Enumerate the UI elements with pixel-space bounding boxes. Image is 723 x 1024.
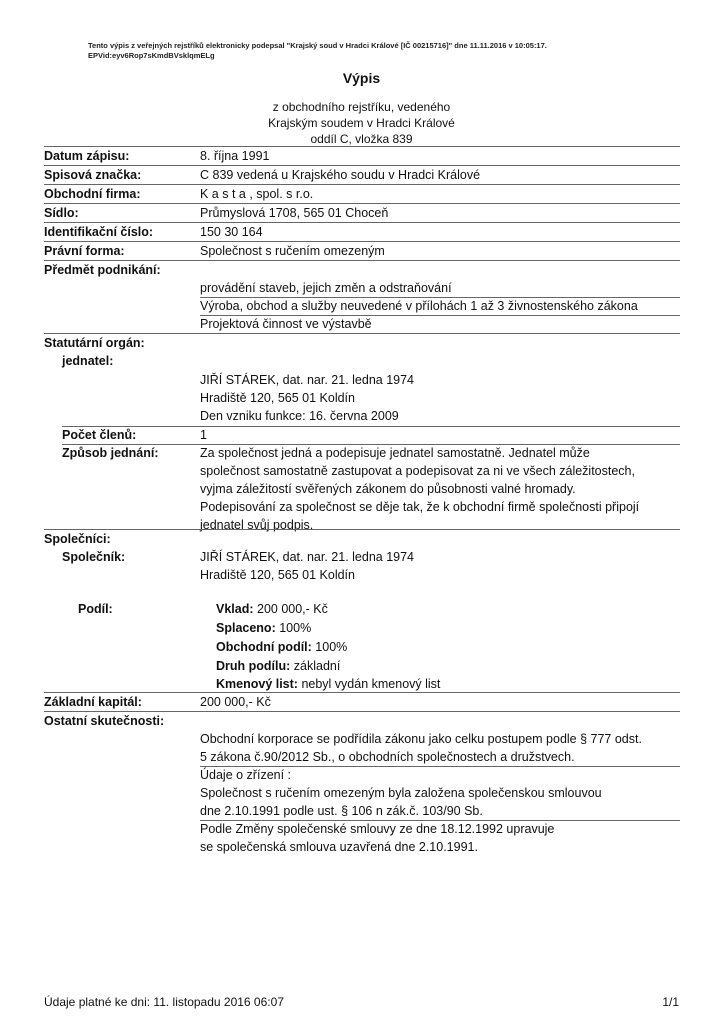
label-ostatni-skutecnosti: Ostatní skutečnosti:: [44, 714, 165, 728]
spolecnik-line: Hradiště 120, 565 01 Koldín: [200, 568, 355, 582]
label-pocet-clenu: Počet členů:: [62, 428, 137, 442]
predmet-item: Projektová činnost ve výstavbě: [200, 317, 372, 331]
ostatni-line: Obchodní korporace se podřídila zákonu jako celku postupem podle § 777 odst.: [200, 732, 642, 746]
signature-line-2: EPVid:eyv6Rop7sKmdBVsklqmELg: [88, 51, 215, 60]
signature-line-1: Tento výpis z veřejných rejstříků elektronicky podepsal "Krajský soud v Hradci Králové [IČ 00215716]" dne 11.11.2016 v 10:05:17.: [88, 41, 547, 50]
spolecnik-line: JIŘÍ STÁREK, dat. nar. 21. ledna 1974: [200, 550, 415, 564]
predmet-item: provádění staveb, jejich změn a odstraňování: [200, 281, 452, 295]
jednatel-line: Den vzniku funkce: 16. června 2009: [200, 409, 399, 423]
value-pocet-clenu: 1: [200, 428, 207, 442]
label-zakladni-kapital: Základní kapitál:: [44, 695, 142, 709]
ostatni-line: Podle Změny společenské smlouvy ze dne 18.12.1992 upravuje: [200, 822, 555, 836]
podil-vklad: Vklad: 200 000,- Kč: [216, 602, 328, 616]
label-pravni-forma: Právní forma:: [44, 244, 125, 258]
row-ico: [44, 222, 680, 239]
subtitle-line-3: oddíl C, vložka 839: [310, 132, 413, 146]
value-sidlo: Průmyslová 1708, 565 01 Choceň: [200, 206, 389, 220]
row-sidlo: [44, 203, 680, 220]
row-pravni-forma: [44, 241, 680, 258]
label-podil: Podíl:: [78, 602, 113, 616]
value-spisova-znacka: C 839 vedená u Krajského soudu v Hradci Králové: [200, 168, 481, 182]
zpusob-line: Podepisování za společnost se děje tak, že k obchodní firmě společnosti připojí: [200, 500, 640, 514]
section-ostatni-skutecnosti: [44, 711, 680, 852]
ostatni-line: se společenská smlouva uzavřená dne 2.10.1991.: [200, 840, 478, 854]
electronic-signature-note: [88, 41, 688, 61]
label-statutarni-organ: Statutární orgán:: [44, 336, 145, 350]
divider-pocet-clenu: [62, 426, 680, 427]
podil-druh: Druh podílu: základní: [216, 659, 341, 673]
label-jednatel: jednatel:: [62, 354, 114, 368]
podil-kmenovy-list: Kmenový list: nebyl vydán kmenový list: [216, 677, 441, 691]
ostatni-line: Údaje o zřízení :: [200, 768, 292, 782]
validity-footer: Údaje platné ke dni: 11. listopadu 2016 06:07: [44, 995, 284, 1009]
page-number: 1/1: [662, 995, 679, 1009]
label-datum-zapisu: Datum zápisu:: [44, 149, 130, 163]
document-title: Výpis: [342, 70, 381, 86]
row-obchodni-firma: [44, 184, 680, 201]
label-spisova-znacka: Spisová značka:: [44, 168, 142, 182]
podil-obchodni-podil: Obchodní podíl: 100%: [216, 640, 348, 654]
label-obchodni-firma: Obchodní firma:: [44, 187, 141, 201]
zpusob-line: jednatel svůj podpis.: [200, 518, 314, 532]
section-spolecnici: [44, 529, 680, 692]
subtitle-line-1: z obchodního rejstříku, vedeného: [272, 100, 451, 114]
zpusob-line: vyjma záležitostí svěřených zákonem do působnosti valné hromady.: [200, 482, 576, 496]
label-spolecnici: Společníci:: [44, 532, 111, 546]
predmet-item: Výroba, obchod a služby neuvedené v přílohách 1 až 3 živnostenského zákona: [200, 299, 638, 313]
podil-splaceno: Splaceno: 100%: [216, 621, 312, 635]
zpusob-line: Za společnost jedná a podepisuje jednatel samostatně. Jednatel může: [200, 446, 590, 460]
label-zpusob-jednani: Způsob jednání:: [62, 446, 159, 460]
label-predmet-podnikani: Předmět podnikání:: [44, 263, 161, 277]
value-obchodni-firma: K a s t a , spol. s r.o.: [200, 187, 314, 201]
label-ico: Identifikační číslo:: [44, 225, 154, 239]
row-predmet-podnikani: [44, 260, 680, 333]
value-pravni-forma: Společnost s ručením omezeným: [200, 244, 385, 258]
row-spisova-znacka: [44, 165, 680, 182]
label-spolecnik: Společník:: [62, 550, 126, 564]
label-sidlo: Sídlo:: [44, 206, 79, 220]
value-datum-zapisu: 8. října 1991: [200, 149, 270, 163]
ostatni-line: 5 zákona č.90/2012 Sb., o obchodních společnostech a družstvech.: [200, 750, 575, 764]
value-zakladni-kapital: 200 000,- Kč: [200, 695, 271, 709]
section-statutarni-organ: [44, 333, 680, 532]
ostatni-line: dne 2.10.1991 podle ust. § 106 n zák.č. 103/90 Sb.: [200, 804, 483, 818]
row-zakladni-kapital: [44, 692, 680, 709]
ostatni-line: Společnost s ručením omezeným byla založena společenskou smlouvou: [200, 786, 602, 800]
value-ico: 150 30 164: [200, 225, 263, 239]
document-subtitle: [0, 99, 723, 147]
jednatel-line: JIŘÍ STÁREK, dat. nar. 21. ledna 1974: [200, 373, 415, 387]
jednatel-line: Hradiště 120, 565 01 Koldín: [200, 391, 355, 405]
row-datum-zapisu: [44, 146, 680, 163]
zpusob-line: společnost samostatně zastupovat a podepisovat za ni ve všech záležitostech,: [200, 464, 635, 478]
subtitle-line-2: Krajským soudem v Hradci Králové: [268, 116, 455, 130]
